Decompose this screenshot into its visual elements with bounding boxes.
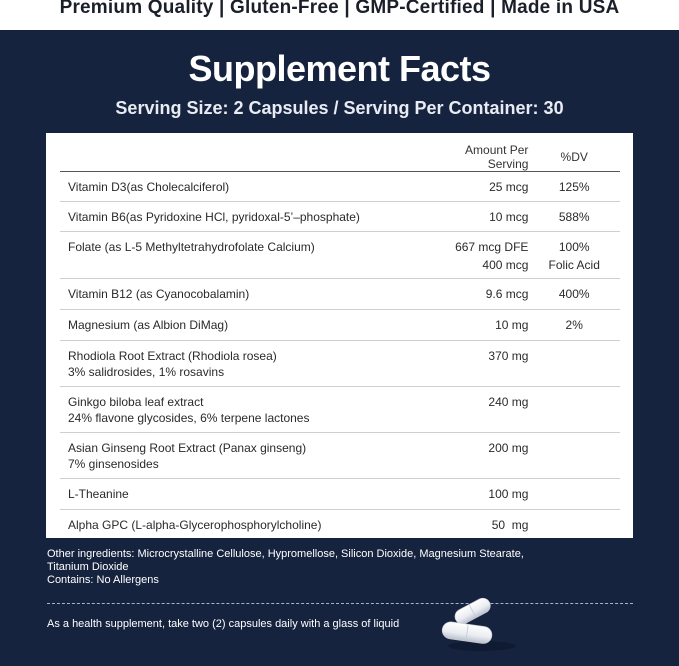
other-ingredients-line2: Titanium Dioxide [47, 561, 129, 573]
table-row [60, 202, 620, 232]
table-row [60, 341, 620, 387]
table-row [60, 172, 620, 202]
page-title: Supplement Facts [188, 48, 491, 89]
ingredient-amount: 240 mg [488, 395, 529, 409]
table-row [60, 310, 620, 341]
ingredient-amount: 200 mg [488, 441, 529, 455]
table-row [60, 232, 620, 279]
ingredient-name: Vitamin B12 (as Cyanocobalamin) [68, 287, 250, 301]
ingredient-amount: 9.6 mcg [485, 287, 529, 301]
table-row [60, 387, 620, 433]
dashed-divider [47, 603, 633, 604]
ingredient-amount: 667 mcg DFE [455, 240, 529, 254]
ingredient-standardization: 24% flavone glycosides, 6% terpene lactones [68, 411, 310, 425]
ingredient-name: Vitamin D3(as Cholecalciferol) [68, 180, 230, 194]
other-ingredients-line1: Other ingredients: Microcrystalline Cellulose, Hypromellose, Silicon Dioxide, Magnesium Stearate, [47, 548, 524, 560]
ingredient-amount: 370 mg [488, 349, 529, 363]
table-row [60, 433, 620, 479]
allergen-statement: Contains: No Allergens [47, 574, 159, 586]
table-header-row [60, 143, 620, 172]
ingredient-amount: 10 mg [495, 318, 529, 332]
table-row [60, 279, 620, 310]
top-banner [0, 0, 679, 30]
ingredient-dv-secondary: Folic Acid [548, 258, 600, 272]
ingredient-standardization: 3% salidrosides, 1% rosavins [68, 365, 225, 379]
ingredient-dv: 100% [558, 240, 590, 254]
ingredient-name: L-Theanine [68, 487, 129, 501]
ingredient-amount: 10 mcg [489, 210, 529, 224]
ingredient-amount-secondary: 400 mcg [482, 258, 529, 272]
ingredient-name: Vitamin B6(as Pyridoxine HCl, pyridoxal-5’–phosphate) [68, 210, 360, 224]
header-amount: Amount Per Serving [423, 143, 528, 172]
facts-table [60, 143, 620, 541]
quality-tagline: Premium Quality | Gluten-Free | GMP-Certified | Made in USA [59, 0, 620, 18]
ingredient-dv: 588% [558, 210, 590, 224]
ingredient-dv: 400% [558, 287, 590, 301]
table-row [60, 479, 620, 510]
header-dv: %DV [528, 143, 620, 172]
table-row [60, 510, 620, 541]
other-ingredients [47, 548, 607, 587]
table-body [60, 172, 620, 541]
ingredient-name: Ginkgo biloba leaf extract [68, 395, 204, 409]
header-name [60, 143, 423, 172]
ingredient-amount: 50 mg [491, 518, 529, 532]
ingredient-name: Asian Ginseng Root Extract (Panax ginseng) [68, 441, 307, 455]
capsules-icon [436, 596, 526, 656]
ingredient-name: Folate (as L-5 Methyltetrahydrofolate Calcium) [68, 240, 315, 254]
ingredient-name: Magnesium (as Albion DiMag) [68, 318, 229, 332]
ingredient-name: Alpha GPC (L-alpha-Glycerophosphorylcholine) [68, 518, 322, 532]
ingredient-name: Rhodiola Root Extract (Rhodiola rosea) [68, 349, 277, 363]
serving-size: Serving Size: 2 Capsules / Serving Per Container: 30 [115, 98, 564, 118]
ingredient-standardization: 7% ginsenosides [68, 457, 159, 471]
directions-text: As a health supplement, take two (2) capsules daily with a glass of liquid [47, 618, 400, 630]
facts-panel [46, 133, 633, 538]
ingredient-dv: 125% [558, 180, 590, 194]
ingredient-amount: 100 mg [488, 487, 529, 501]
ingredient-amount: 25 mcg [489, 180, 529, 194]
ingredient-dv: 2% [565, 318, 583, 332]
